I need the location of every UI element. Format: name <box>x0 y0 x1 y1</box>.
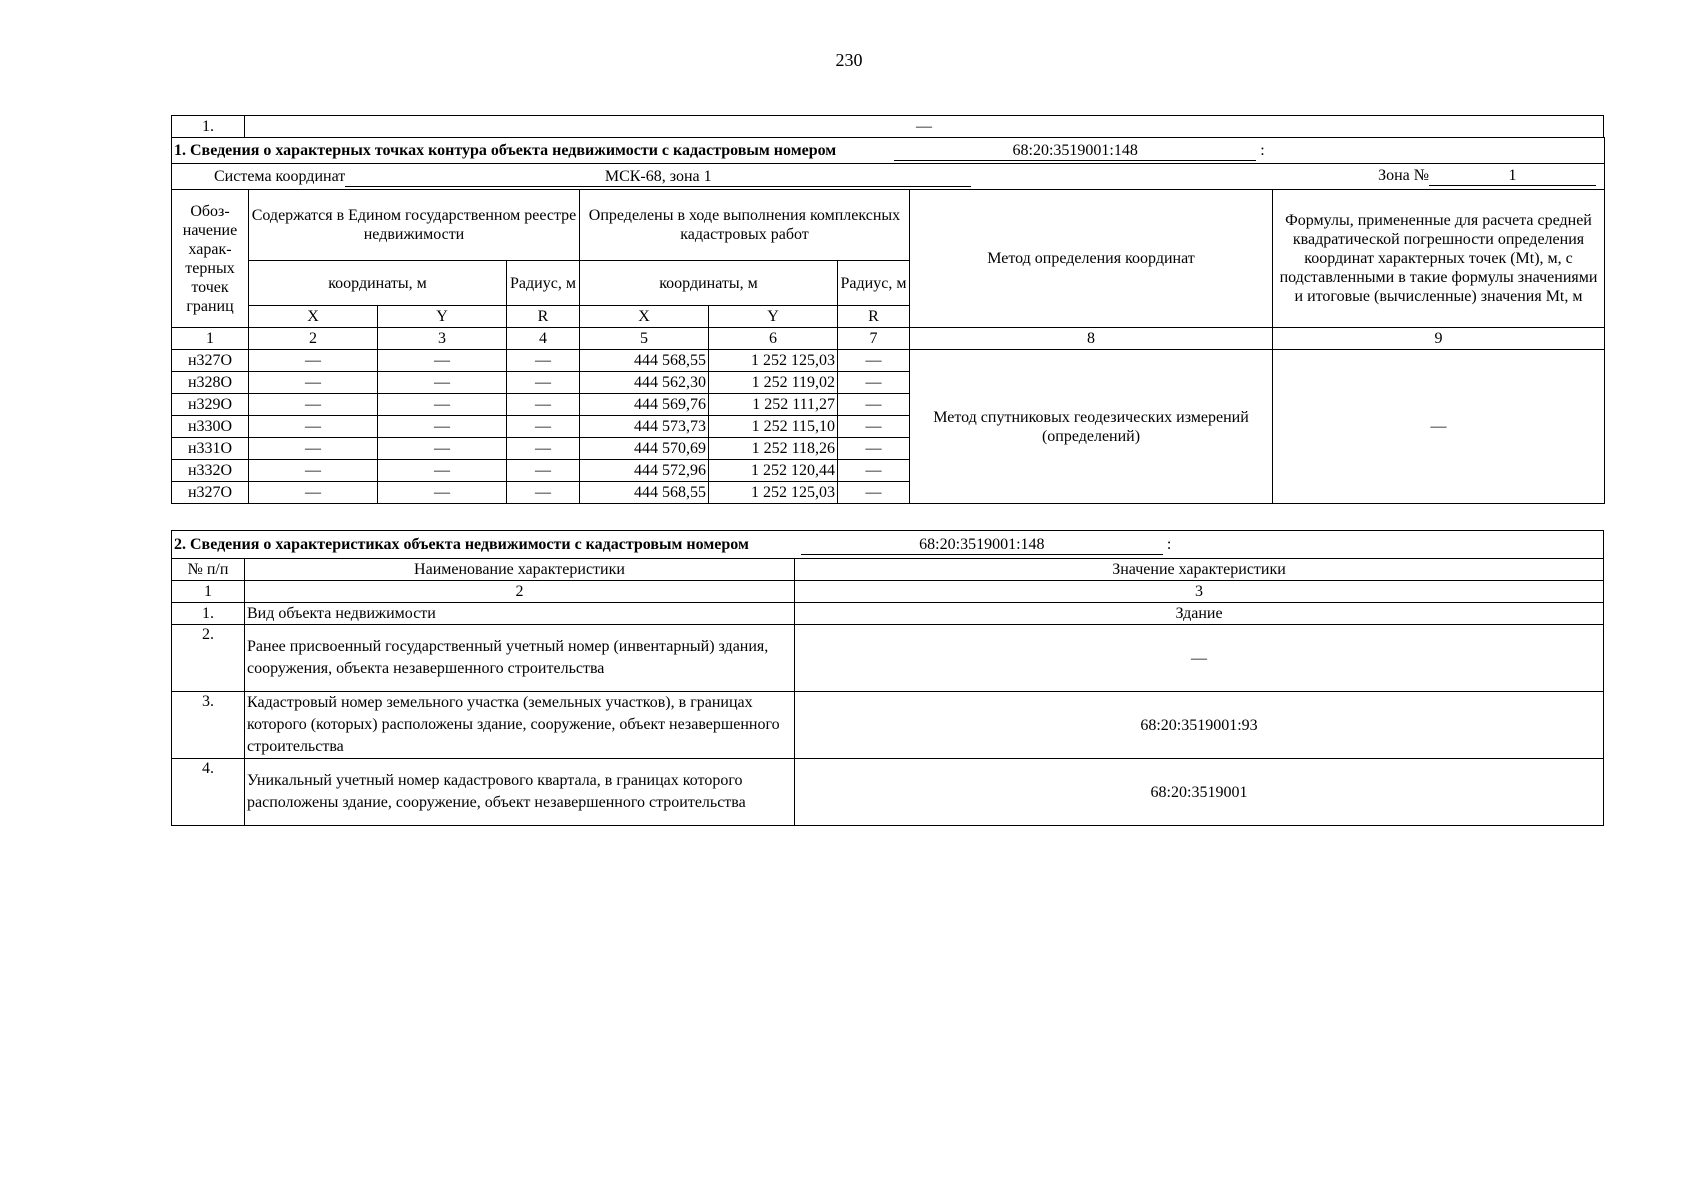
point-row <box>172 350 1605 372</box>
egrn-x: — <box>249 372 378 394</box>
egrn-r: — <box>507 372 580 394</box>
header-value: Значение характеристики <box>795 559 1604 581</box>
egrn-r: — <box>507 350 580 372</box>
characteristic-num: 3. <box>172 692 245 759</box>
section1-suffix: : <box>1260 141 1265 159</box>
header-egrn-radius: Радиус, м <box>507 261 580 306</box>
coord-x: 444 562,30 <box>580 372 709 394</box>
header-egrn-x: X <box>249 306 378 328</box>
coord-y: 1 252 115,10 <box>709 416 838 438</box>
characteristic-row <box>172 625 1604 692</box>
point-id: н331О <box>172 438 249 460</box>
top-row-number: 1. <box>172 116 245 138</box>
section1-title: 1. Сведения о характерных точках контура объекта недвижимости с кадастровым номером <box>174 141 837 159</box>
characteristic-value: Здание <box>795 603 1604 625</box>
zone-label: Зона № <box>1378 167 1430 184</box>
page-number: 230 <box>835 50 863 70</box>
characteristics-table <box>171 530 1604 826</box>
coord-x: 444 569,76 <box>580 394 709 416</box>
radius: — <box>838 482 910 504</box>
header-egrn-r: R <box>507 306 580 328</box>
header-method: Метод определения координат <box>910 190 1273 328</box>
header-num: № п/п <box>172 559 245 581</box>
coord-x: 444 568,55 <box>580 482 709 504</box>
coord-y: 1 252 125,03 <box>709 482 838 504</box>
col-number: 9 <box>1273 328 1605 350</box>
characteristic-name: Кадастровый номер земельного участка (земельных участков), в границах которого (которых) расположены здание, сооружение, объект незавершенного строительства <box>245 692 795 759</box>
characteristic-name: Ранее присвоенный государственный учетный номер (инвентарный) здания, сооружения, объекта незавершенного строительства <box>245 625 795 692</box>
coord-x: 444 573,73 <box>580 416 709 438</box>
col-number: 6 <box>709 328 838 350</box>
col-number: 2 <box>249 328 378 350</box>
section2-cadastral-number: 68:20:3519001:148 <box>801 536 1163 555</box>
section2-title-row <box>172 531 1604 559</box>
egrn-y: — <box>378 350 507 372</box>
top-row-value: — <box>245 116 1604 138</box>
radius: — <box>838 438 910 460</box>
header-det-radius: Радиус, м <box>838 261 910 306</box>
radius: — <box>838 372 910 394</box>
header-name: Наименование характеристики <box>245 559 795 581</box>
egrn-r: — <box>507 416 580 438</box>
header-formulas: Формулы, примененные для расчета средней квадратической погрешности определения координат характерных точек (Mt), м, с подставленными в такие формулы значениями и итоговые (вычисленные) значения Mt, м <box>1273 190 1605 328</box>
egrn-r: — <box>507 482 580 504</box>
egrn-y: — <box>378 482 507 504</box>
radius: — <box>838 416 910 438</box>
egrn-y: — <box>378 416 507 438</box>
characteristic-num: 4. <box>172 759 245 826</box>
point-id: н330О <box>172 416 249 438</box>
coord-system-value: МСК-68, зона 1 <box>345 168 971 187</box>
header-det-x: X <box>580 306 709 328</box>
characteristic-value: 68:20:3519001 <box>795 759 1604 826</box>
coord-y: 1 252 118,26 <box>709 438 838 460</box>
egrn-x: — <box>249 350 378 372</box>
egrn-x: — <box>249 394 378 416</box>
col-number: 3 <box>378 328 507 350</box>
egrn-x: — <box>249 416 378 438</box>
col-number: 7 <box>838 328 910 350</box>
section2-title: 2. Сведения о характеристиках объекта недвижимости с кадастровым номером <box>174 535 749 553</box>
section2-header-row <box>172 559 1604 581</box>
method-value: Метод спутниковых геодезических измерений (определений) <box>910 350 1273 504</box>
characteristic-row <box>172 759 1604 826</box>
egrn-r: — <box>507 394 580 416</box>
points-table <box>171 137 1605 504</box>
radius: — <box>838 460 910 482</box>
coord-y: 1 252 125,03 <box>709 350 838 372</box>
section1-title-row <box>172 138 1605 164</box>
egrn-x: — <box>249 482 378 504</box>
characteristic-num: 1. <box>172 603 245 625</box>
col-number: 5 <box>580 328 709 350</box>
coord-x: 444 570,69 <box>580 438 709 460</box>
egrn-y: — <box>378 394 507 416</box>
point-id: н332О <box>172 460 249 482</box>
section2-suffix: : <box>1166 535 1172 553</box>
egrn-x: — <box>249 438 378 460</box>
characteristic-name: Уникальный учетный номер кадастрового квартала, в границах которого расположены здание, сооружение, объект незавершенного строительства <box>245 759 795 826</box>
point-id: н329О <box>172 394 249 416</box>
coord-y: 1 252 120,44 <box>709 460 838 482</box>
characteristic-row <box>172 603 1604 625</box>
characteristic-num: 2. <box>172 625 245 692</box>
section1-cadastral-number: 68:20:3519001:148 <box>894 142 1256 161</box>
header-determined: Определены в ходе выполнения комплексных кадастровых работ <box>580 190 910 261</box>
point-id: н328О <box>172 372 249 394</box>
coord-system-label: Система координат <box>214 167 346 185</box>
header-designation: Обоз-начение харак-терных точек границ <box>172 190 249 328</box>
col-number: 8 <box>910 328 1273 350</box>
zone-value: 1 <box>1429 167 1596 186</box>
characteristic-row <box>172 692 1604 759</box>
header-det-y: Y <box>709 306 838 328</box>
characteristic-value: — <box>795 625 1604 692</box>
header-det-r: R <box>838 306 910 328</box>
col-number: 4 <box>507 328 580 350</box>
coord-y: 1 252 111,27 <box>709 394 838 416</box>
col-number: 1 <box>172 328 249 350</box>
egrn-x: — <box>249 460 378 482</box>
col-number: 1 <box>172 581 245 603</box>
formula-value: — <box>1273 350 1605 504</box>
top-row <box>172 116 1604 138</box>
coord-x: 444 568,55 <box>580 350 709 372</box>
column-number-row <box>172 328 1605 350</box>
point-id: н327О <box>172 482 249 504</box>
coord-y: 1 252 119,02 <box>709 372 838 394</box>
coord-system-row <box>172 164 1605 190</box>
header-egrn-coords: координаты, м <box>249 261 507 306</box>
col-number: 2 <box>245 581 795 603</box>
egrn-r: — <box>507 460 580 482</box>
top-row-table <box>171 115 1604 138</box>
egrn-y: — <box>378 438 507 460</box>
egrn-y: — <box>378 460 507 482</box>
egrn-y: — <box>378 372 507 394</box>
egrn-r: — <box>507 438 580 460</box>
header-row-1 <box>172 190 1605 261</box>
point-id: н327О <box>172 350 249 372</box>
characteristic-value: 68:20:3519001:93 <box>795 692 1604 759</box>
radius: — <box>838 350 910 372</box>
header-det-coords: координаты, м <box>580 261 838 306</box>
section2-column-number-row <box>172 581 1604 603</box>
characteristic-name: Вид объекта недвижимости <box>245 603 795 625</box>
coord-x: 444 572,96 <box>580 460 709 482</box>
header-egrn-y: Y <box>378 306 507 328</box>
col-number: 3 <box>795 581 1604 603</box>
header-in-egrn: Содержатся в Едином государственном реестре недвижимости <box>249 190 580 261</box>
radius: — <box>838 394 910 416</box>
